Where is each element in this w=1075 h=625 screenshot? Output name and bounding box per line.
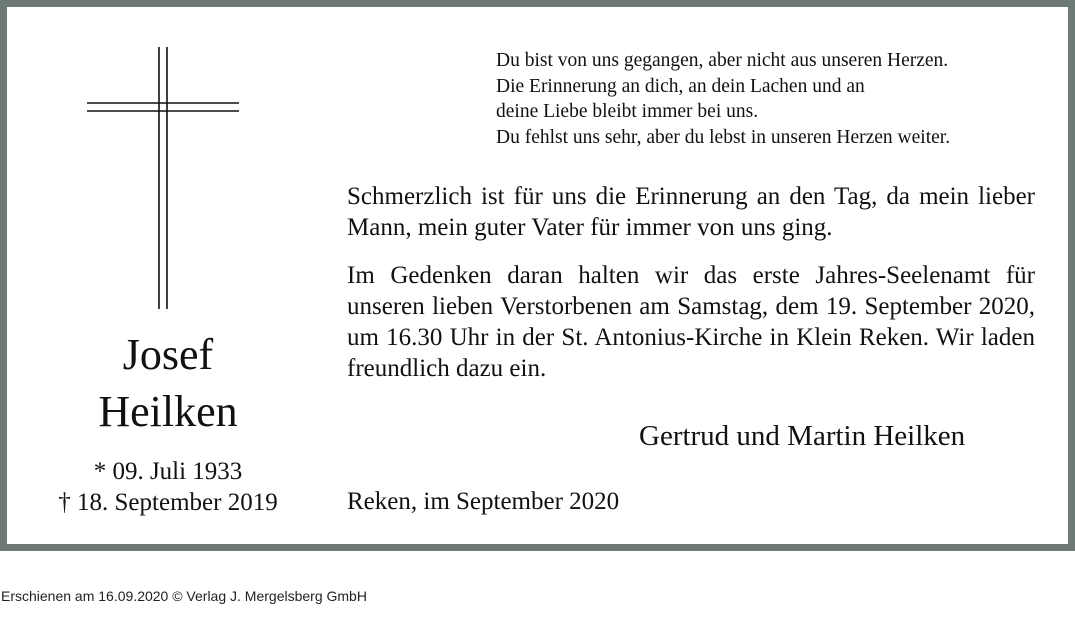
memorial-poem — [496, 48, 1056, 150]
poem-line: Die Erinnerung an dich, an dein Lachen und an — [496, 75, 865, 97]
memorial-service-paragraph: Im Gedenken daran halten wir das erste Jahres-Seelenamt für unseren lieben Verstorbenen am Samstag, dem 19. September 2020, um 16.30 Uhr in der St. Antonius-Kirche in Klein Reken. Wir laden freundlich dazu ein. — [347, 262, 1035, 382]
poem-line: deine Liebe bleibt immer bei uns. — [496, 101, 759, 122]
place-and-date: Reken, im September 2020 — [347, 488, 620, 515]
poem-line: Du bist von uns gegangen, aber nicht aus unseren Herzen. — [496, 50, 949, 71]
birth-date: * 09. Juli 1933 — [93, 458, 243, 485]
cross-icon — [87, 47, 239, 309]
signers: Gertrud und Martin Heilken — [639, 420, 966, 452]
publication-footer: Erschienen am 16.09.2020 © Verlag J. Mergelsberg GmbH — [1, 588, 367, 604]
poem-line: Du fehlst uns sehr, aber du lebst in unseren Herzen weiter. — [496, 126, 951, 148]
deceased-first-name: Josef — [122, 330, 214, 379]
remembrance-paragraph: Schmerzlich ist für uns die Erinnerung an den Tag, da mein lieber Mann, mein guter Vater für immer von uns ging. — [347, 183, 1035, 241]
death-date: † 18. September 2019 — [58, 489, 278, 516]
deceased-last-name: Heilken — [98, 387, 238, 436]
